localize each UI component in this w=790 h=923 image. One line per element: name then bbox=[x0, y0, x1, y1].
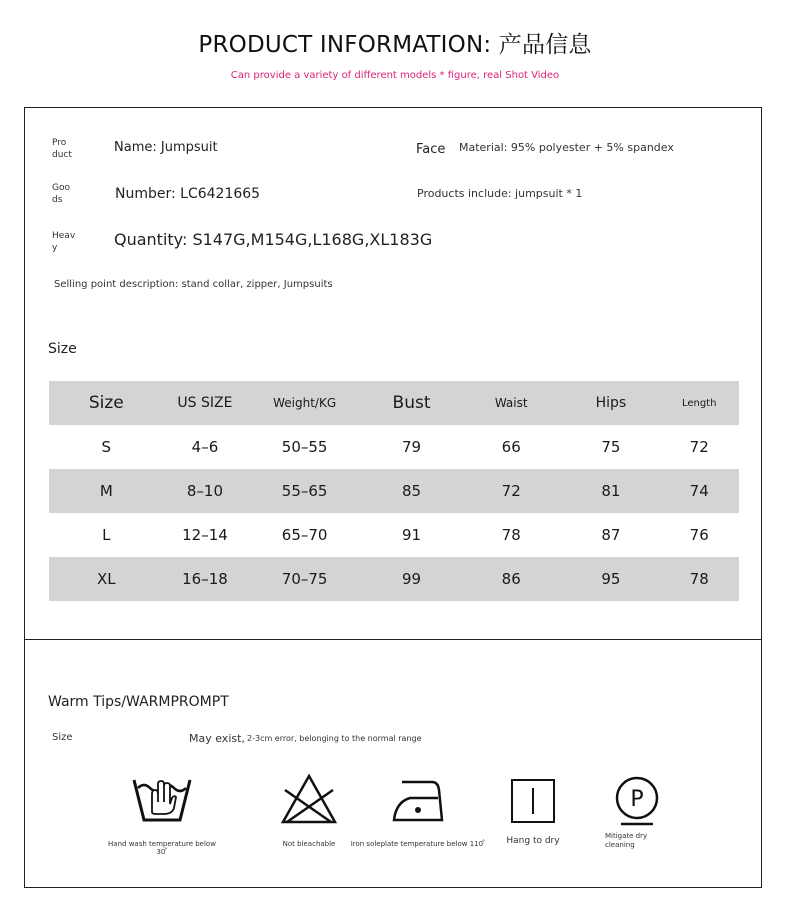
table-cell: 65–70 bbox=[246, 513, 363, 557]
table-row bbox=[49, 557, 739, 601]
header-size: Size bbox=[49, 381, 164, 425]
error-note: 2-3cm error, belonging to the normal range bbox=[247, 734, 422, 743]
care-label: Not bleachable bbox=[282, 840, 336, 848]
header-bust: Bust bbox=[363, 381, 460, 425]
tips-size-label: Size bbox=[52, 732, 73, 743]
hang-dry-icon bbox=[508, 772, 558, 826]
no-bleach-icon bbox=[279, 772, 339, 826]
table-cell: 8–10 bbox=[164, 469, 247, 513]
product-number: Number: LC6421665 bbox=[115, 186, 261, 202]
table-cell: 12–14 bbox=[164, 513, 247, 557]
size-table-header bbox=[49, 381, 739, 425]
table-cell: 79 bbox=[363, 425, 460, 469]
table-cell: 86 bbox=[460, 557, 562, 601]
care-iron bbox=[343, 772, 493, 848]
header-us-size: US SIZE bbox=[164, 381, 247, 425]
table-cell: 95 bbox=[562, 557, 659, 601]
table-row bbox=[49, 469, 739, 513]
quantity-text: Quantity: S147G,M154G,L168G,XL183G bbox=[114, 230, 433, 249]
selling-point: Selling point description: stand collar, zipper, Jumpsuits bbox=[54, 279, 333, 290]
care-label: Hand wash temperature below 30 ̊ bbox=[108, 840, 216, 856]
table-cell: L bbox=[49, 513, 164, 557]
header-waist: Waist bbox=[460, 381, 562, 425]
product-name: Name: Jumpsuit bbox=[114, 140, 218, 155]
care-hang-dry bbox=[493, 772, 573, 846]
table-cell: 66 bbox=[460, 425, 562, 469]
header-subtitle: Can provide a variety of different models * figure, real Shot Video bbox=[230, 70, 560, 81]
header-title: PRODUCT INFORMATION: 产品信息 bbox=[198, 32, 592, 58]
table-cell: 76 bbox=[659, 513, 739, 557]
table-cell: 78 bbox=[659, 557, 739, 601]
table-cell: 55–65 bbox=[246, 469, 363, 513]
table-cell: M bbox=[49, 469, 164, 513]
header-hips: Hips bbox=[562, 381, 659, 425]
product-info-panel bbox=[24, 107, 762, 640]
goods-tag: Goo ds bbox=[52, 183, 70, 205]
heavy-tag: Heav y bbox=[52, 231, 76, 253]
care-label: Hang to dry bbox=[506, 836, 560, 846]
hand-wash-icon bbox=[130, 772, 194, 826]
care-hand-wash bbox=[107, 772, 217, 856]
table-cell: S bbox=[49, 425, 164, 469]
size-heading: Size bbox=[48, 341, 77, 357]
table-row bbox=[49, 425, 739, 469]
table-cell: 91 bbox=[363, 513, 460, 557]
header-length: Length bbox=[659, 381, 739, 425]
table-cell: 4–6 bbox=[164, 425, 247, 469]
table-cell: 50–55 bbox=[246, 425, 363, 469]
face-label: Face bbox=[416, 142, 446, 157]
header-weight: Weight/KG bbox=[246, 381, 363, 425]
may-exist-text: May exist, bbox=[189, 732, 245, 745]
table-row bbox=[49, 513, 739, 557]
table-cell: 87 bbox=[562, 513, 659, 557]
table-cell: 70–75 bbox=[246, 557, 363, 601]
table-cell: 16–18 bbox=[164, 557, 247, 601]
care-dry-clean bbox=[597, 772, 677, 850]
material-text: Material: 95% polyester + 5% spandex bbox=[459, 141, 674, 154]
iron-icon bbox=[388, 772, 448, 826]
table-cell: XL bbox=[49, 557, 164, 601]
warm-tips-panel bbox=[24, 639, 762, 888]
size-table bbox=[49, 381, 739, 601]
table-cell: 74 bbox=[659, 469, 739, 513]
table-cell: 72 bbox=[659, 425, 739, 469]
table-cell: 81 bbox=[562, 469, 659, 513]
care-label: Mitigate dry cleaning bbox=[605, 832, 648, 849]
care-label: Iron soleplate temperature below 110 ̊ bbox=[350, 840, 486, 848]
warm-tips-heading: Warm Tips/WARMPROMPT bbox=[48, 694, 229, 710]
table-cell: 85 bbox=[363, 469, 460, 513]
product-tag: Pro duct bbox=[52, 138, 72, 160]
table-cell: 75 bbox=[562, 425, 659, 469]
table-cell: 78 bbox=[460, 513, 562, 557]
products-include: Products include: jumpsuit * 1 bbox=[417, 187, 583, 200]
table-cell: 72 bbox=[460, 469, 562, 513]
svg-text:P: P bbox=[630, 787, 644, 812]
dry-clean-icon bbox=[612, 772, 662, 826]
table-cell: 99 bbox=[363, 557, 460, 601]
